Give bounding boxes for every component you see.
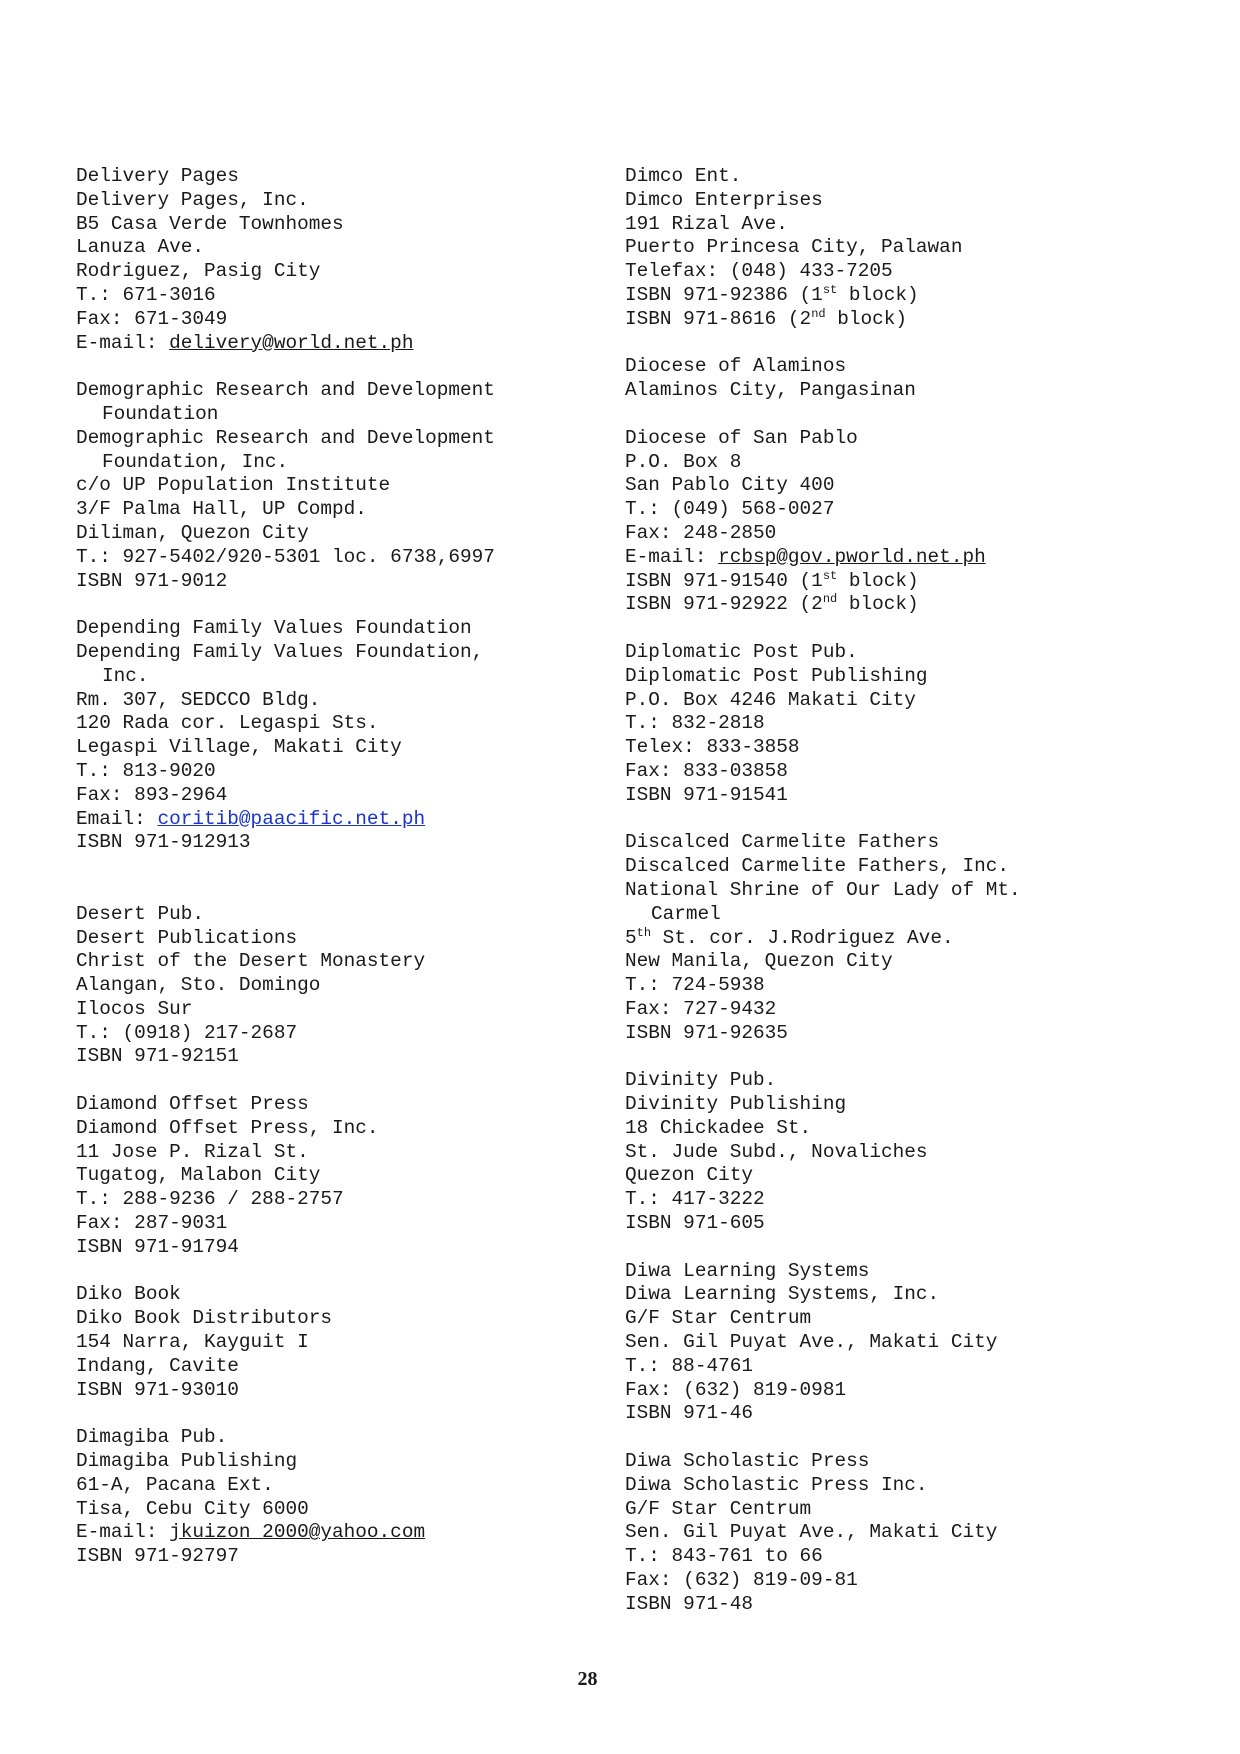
entry-diwa-learning [625, 1260, 1185, 1427]
email-link[interactable]: rcbsp@gov.pworld.net.ph [718, 545, 986, 568]
entry-divinity-pub [625, 1069, 1185, 1236]
entry-address: Rodriguez, Pasig City [76, 260, 321, 283]
entry-address: 120 Rada cor. Legaspi Sts. [76, 712, 379, 735]
entry-address: Indang, Cavite [76, 1354, 239, 1377]
entry-address: Rm. 307, SEDCCO Bldg. [76, 688, 321, 711]
entry-dimagiba-pub [76, 1426, 616, 1569]
entry-dimco-ent [625, 165, 1185, 332]
entry-short-name: Diamond Offset Press [76, 1093, 309, 1116]
entry-isbn: ISBN 971-92635 [625, 1021, 788, 1044]
entry-fax: Fax: 893-2964 [76, 783, 228, 806]
entry-fax: Fax: (632) 819-09-81 [625, 1569, 858, 1592]
entry-short-name: Dimco Ent. [625, 165, 742, 187]
entry-isbn: ISBN 971-93010 [76, 1378, 239, 1401]
entry-diplomatic-post [625, 641, 1185, 808]
entry-isbn: ISBN 971-92386 (1st block) [625, 282, 919, 306]
entry-full-name: Depending Family Values Foundation, [76, 640, 484, 663]
entry-address: Lanuza Ave. [76, 236, 204, 259]
entry-email-line [76, 332, 616, 356]
entry-address: Puerto Princesa City, Palawan [625, 236, 963, 259]
entry-full-name: Demographic Research and Development [76, 426, 495, 449]
entry-full-name: Divinity Publishing [625, 1093, 847, 1116]
entry-desert-pub [76, 903, 616, 1070]
entry-telephone: T.: 843-761 to 66 [625, 1545, 823, 1568]
entry-address: Tisa, Cebu City 6000 [76, 1497, 309, 1520]
entry-isbn: ISBN 971-8616 (2nd block) [625, 306, 908, 330]
entry-fax: Fax: 248-2850 [625, 521, 777, 544]
entry-address: Sen. Gil Puyat Ave., Makati City [625, 1521, 998, 1544]
entry-telex: Telex: 833-3858 [625, 736, 800, 759]
entry-telephone: T.: 724-5938 [625, 974, 765, 997]
entry-diocese-san-pablo [625, 427, 1185, 617]
entry-short-name: Divinity Pub. [625, 1069, 777, 1092]
entry-address: Tugatog, Malabon City [76, 1164, 321, 1187]
entry-telephone: T.: 813-9020 [76, 759, 216, 782]
entry-fax: Fax: 287-9031 [76, 1212, 228, 1235]
entry-address: 3/F Palma Hall, UP Compd. [76, 498, 367, 521]
entry-full-name: Dimagiba Publishing [76, 1450, 298, 1473]
email-link[interactable]: jkuizon_2000@yahoo.com [169, 1521, 426, 1544]
entry-address: 154 Narra, Kayguit I [76, 1331, 309, 1354]
email-link[interactable]: delivery@world.net.ph [169, 331, 414, 354]
entry-address: Quezon City [625, 1164, 753, 1187]
entry-email-line [76, 808, 616, 832]
entry-address: Sen. Gil Puyat Ave., Makati City [625, 1331, 998, 1354]
page-number: 28 [577, 1668, 598, 1690]
entry-fax: Fax: 833-03858 [625, 759, 788, 782]
entry-telephone: T.: 671-3016 [76, 283, 216, 306]
entry-isbn: ISBN 971-92922 (2nd block) [625, 592, 919, 616]
entry-email-line [76, 1521, 616, 1545]
entry-isbn: ISBN 971-912913 [76, 831, 251, 854]
entry-diocese-alaminos [625, 355, 1185, 403]
entry-short-name: Delivery Pages [76, 165, 239, 187]
entry-address: Ilocos Sur [76, 997, 193, 1020]
entry-delivery-pages [76, 165, 616, 355]
entry-short-name: Discalced Carmelite Fathers [625, 831, 940, 854]
entry-address: Alangan, Sto. Domingo [76, 974, 321, 997]
entry-full-name-cont: Inc. [102, 664, 149, 687]
entry-telephone: T.: (049) 568-0027 [625, 498, 835, 521]
entry-short-name: Diplomatic Post Pub. [625, 640, 858, 663]
entry-address: 18 Chickadee St. [625, 1116, 812, 1139]
entry-isbn: ISBN 971-91540 (1st block) [625, 568, 919, 592]
entry-full-name-cont: Foundation, Inc. [102, 450, 289, 473]
entry-address-cont: Carmel [651, 902, 721, 925]
entry-address: Legaspi Village, Makati City [76, 736, 402, 759]
entry-isbn: ISBN 971-48 [625, 1592, 753, 1615]
entry-short-name: Demographic Research and Development [76, 379, 495, 402]
entry-address: 5th St. cor. J.Rodriguez Ave. [625, 925, 954, 949]
entry-full-name: Diko Book Distributors [76, 1307, 332, 1330]
entry-telephone: T.: 417-3222 [625, 1188, 765, 1211]
entry-address: 61-A, Pacana Ext. [76, 1473, 274, 1496]
entry-telefax: Telefax: (048) 433-7205 [625, 260, 893, 283]
entry-address: c/o UP Population Institute [76, 474, 391, 497]
entry-short-name-cont: Foundation [102, 402, 219, 425]
entry-address: Alaminos City, Pangasinan [625, 379, 916, 402]
entry-address: Christ of the Desert Monastery [76, 950, 426, 973]
entry-address: G/F Star Centrum [625, 1307, 812, 1330]
entry-isbn: ISBN 971-92151 [76, 1045, 239, 1068]
email-label: E-mail: [76, 1521, 170, 1544]
entry-telephone: T.: (0918) 217-2687 [76, 1021, 298, 1044]
entry-address: Diliman, Quezon City [76, 521, 309, 544]
entry-short-name: Dimagiba Pub. [76, 1426, 228, 1449]
email-label: E-mail: [76, 331, 170, 354]
entry-isbn: ISBN 971-91541 [625, 783, 788, 806]
entry-isbn: ISBN 971-91794 [76, 1235, 239, 1258]
entry-isbn: ISBN 971-605 [625, 1212, 765, 1235]
entry-isbn: ISBN 971-46 [625, 1402, 753, 1425]
entry-diamond-offset [76, 1093, 616, 1260]
entry-address: National Shrine of Our Lady of Mt. [625, 878, 1021, 901]
entry-full-name: Discalced Carmelite Fathers, Inc. [625, 855, 1009, 878]
entry-full-name: Diplomatic Post Publishing [625, 664, 928, 687]
entry-diwa-scholastic [625, 1450, 1185, 1617]
entry-demographic-research [76, 379, 616, 593]
entry-address: P.O. Box 4246 Makati City [625, 688, 916, 711]
entry-fax: Fax: (632) 819-0981 [625, 1378, 847, 1401]
entry-isbn: ISBN 971-9012 [76, 569, 228, 592]
email-link[interactable]: coritib@paacific.net.ph [157, 807, 426, 830]
entry-short-name: Diko Book [76, 1283, 181, 1306]
entry-full-name: Diwa Scholastic Press Inc. [625, 1473, 928, 1496]
entry-isbn: ISBN 971-92797 [76, 1545, 239, 1568]
entry-address: G/F Star Centrum [625, 1497, 812, 1520]
entry-short-name: Diwa Scholastic Press [625, 1450, 870, 1473]
entry-depending-family [76, 617, 616, 855]
entry-short-name: Diocese of Alaminos [625, 355, 847, 378]
entry-discalced-carmelite [625, 831, 1185, 1045]
entry-full-name: Dimco Enterprises [625, 188, 823, 211]
email-label: Email: [76, 807, 158, 830]
entry-telephone: T.: 288-9236 / 288-2757 [76, 1188, 344, 1211]
email-label: E-mail: [625, 545, 719, 568]
entry-telephone: T.: 832-2818 [625, 712, 765, 735]
entry-fax: Fax: 671-3049 [76, 307, 228, 330]
entry-address: P.O. Box 8 [625, 450, 742, 473]
entry-short-name: Depending Family Values Foundation [76, 617, 472, 640]
entry-address: New Manila, Quezon City [625, 950, 893, 973]
entry-short-name: Diwa Learning Systems [625, 1259, 870, 1282]
entry-telephone: T.: 927-5402/920-5301 loc. 6738,6997 [76, 545, 495, 568]
entry-short-name: Diocese of San Pablo [625, 426, 858, 449]
entry-short-name: Desert Pub. [76, 902, 204, 925]
entry-full-name: Diamond Offset Press, Inc. [76, 1116, 379, 1139]
entry-address: 191 Rizal Ave. [625, 212, 788, 235]
entry-address: 11 Jose P. Rizal St. [76, 1140, 309, 1163]
entry-telephone: T.: 88-4761 [625, 1354, 753, 1377]
entry-full-name: Desert Publications [76, 926, 298, 949]
entry-diko-book [76, 1283, 616, 1402]
left-column [76, 165, 616, 1569]
entry-address: San Pablo City 400 [625, 474, 835, 497]
entry-full-name: Delivery Pages, Inc. [76, 188, 309, 211]
entry-full-name: Diwa Learning Systems, Inc. [625, 1283, 940, 1306]
right-column [625, 165, 1185, 1617]
entry-address: St. Jude Subd., Novaliches [625, 1140, 928, 1163]
entry-email-line [625, 546, 1185, 570]
entry-fax: Fax: 727-9432 [625, 997, 777, 1020]
entry-address: B5 Casa Verde Townhomes [76, 212, 344, 235]
